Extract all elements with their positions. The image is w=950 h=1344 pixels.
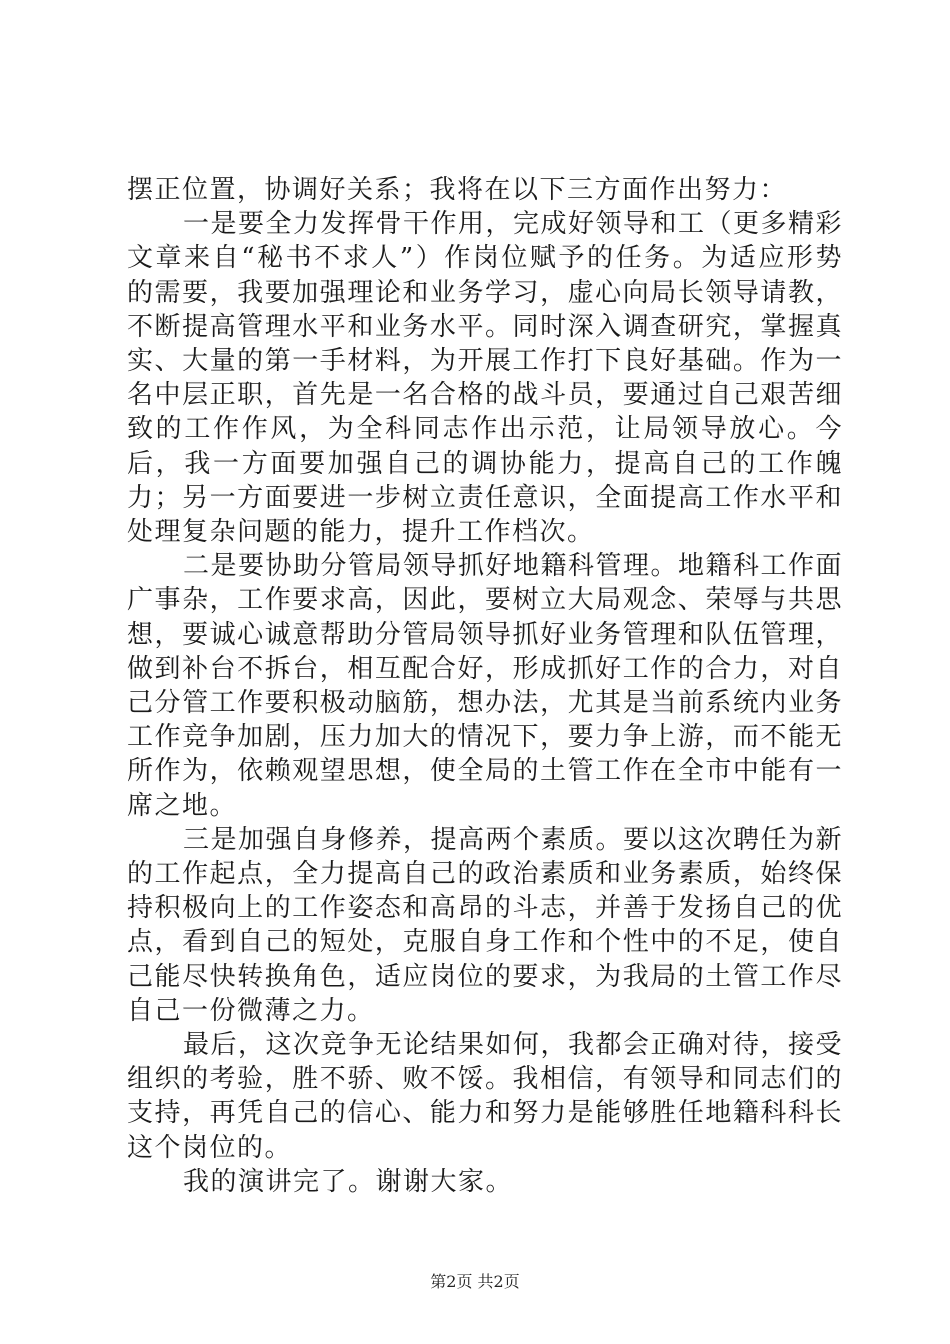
page-number-footer: 第2页 共2页 xyxy=(430,1272,520,1291)
paragraph-intro: 摆正位置，协调好关系；我将在以下三方面作出努力： xyxy=(127,175,788,205)
paragraph-conclusion: 最后，这次竞争无论结果如何，我都会正确对待，接受组织的考验，胜不骄、败不馁。我相信，有领导和同志们的支持，再凭自己的信心、能力和努力是能够胜任地籍科科长这个岗位的。 xyxy=(127,1030,844,1163)
paragraph-point-three: 三是加强自身修养，提高两个素质。要以这次聘任为新的工作起点，全力提高自己的政治素质和业务素质，始终保持积极向上的工作姿态和高昂的斗志，并善于发扬自己的优点，看到自己的短处，克服自身工作和个性中的不足，使自己能尽快转换角色，适应岗位的要求，为我局的土管工作尽自己一份微薄之力。 xyxy=(127,824,844,1026)
paragraph-point-one: 一是要全力发挥骨干作用，完成好领导和工（更多精彩文章来自“秘书不求人”）作岗位赋予的任务。为适应形势的需要，我要加强理论和业务学习，虚心向局长领导请教，不断提高管理水平和业务水平。同时深入调查研究，掌握真实、大量的第一手材料，为开展工作打下良好基础。作为一名中层正职，首先是一名合格的战斗员，要通过自己艰苦细致的工作作风，为全科同志作出示范，让局领导放心。今后，我一方面要加强自己的调协能力，提高自己的工作魄力；另一方面要进一步树立责任意识，全面提高工作水平和处理复杂问题的能力，提升工作档次。 xyxy=(127,209,844,548)
paragraph-point-two: 二是要协助分管局领导抓好地籍科管理。地籍科工作面广事杂，工作要求高，因此，要树立大局观念、荣辱与共思想，要诚心诚意帮助分管局领导抓好业务管理和队伍管理，做到补台不拆台，相互配合好，形成抓好工作的合力，对自己分管工作要积极动脑筋，想办法，尤其是当前系统内业务工作竞争加剧，压力加大的情况下，要力争上游，而不能无所作为，依赖观望思想，使全局的土管工作在全市中能有一席之地。 xyxy=(127,551,844,821)
paragraph-closing: 我的演讲完了。谢谢大家。 xyxy=(183,1166,514,1197)
document-body xyxy=(127,173,843,1199)
